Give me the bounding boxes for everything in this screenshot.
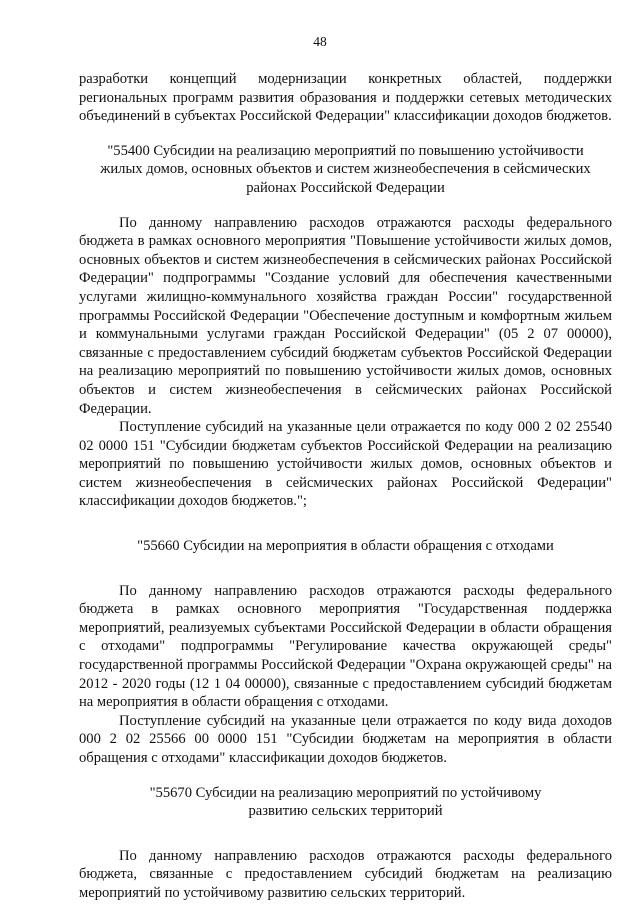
heading-line: жилых домов, основных объектов и систем жизнеобеспечения в сейсмических <box>100 161 591 178</box>
section-55400-paragraph: По данному направлению расходов отражаются расходы федерального бюджета в рамках основного мероприятия "Повышение устойчивости жилых домов, основных объектов и систем жизнеобеспечения в сейсмических районах Российской Федерации" подпрограммы "Создание условий для обеспечения качественными услугами жилищно-коммунального хозяйства граждан России" государственной программы Российской Федерации "Обеспечение доступным и комфортным жильем и коммунальными услугами граждан Российской Федерации" (05 2 07 00000), связанные с предоставлением субсидий бюджетам субъектов Российской Федерации на реализацию мероприятий по повышению устойчивости жилых домов, основных объектов и систем жизнеобеспечения в сейсмических районах Российской Федерации. <box>79 214 612 417</box>
heading-line: "55670 Субсидии на реализацию мероприятий по устойчивому <box>149 784 542 801</box>
heading-line: развитию сельских территорий <box>248 803 443 820</box>
section-55660-heading <box>79 537 612 556</box>
document-body <box>79 70 612 903</box>
heading-line: "55400 Субсидии на реализацию мероприятий по повышению устойчивости <box>107 142 584 159</box>
section-55670-paragraph: По данному направлению расходов отражаются расходы федерального бюджета, связанные с предоставлением субсидий бюджетам на реализацию мероприятий по устойчивому развитию сельских территорий. <box>79 847 612 901</box>
intro-paragraph: разработки концепций модернизации конкретных областей, поддержки региональных программ развития образования и поддержки сетевых методических объединений в субъектах Российской Федерации" классификации доходов бюджетов. <box>79 71 612 125</box>
section-55400-paragraph: Поступление субсидий на указанные цели отражается по коду 000 2 02 25540 02 0000 151 "Субсидии бюджетам субъектов Российской Федерации на реализацию мероприятий по повышению устойчивости жилых домов, основных объектов и систем жизнеобеспечения в сейсмических районах Российской Федерации" классификации доходов бюджетов."; <box>79 419 612 510</box>
section-55670-heading <box>79 784 612 821</box>
section-55400-heading <box>79 142 612 198</box>
section-55660-paragraph: Поступление субсидий на указанные цели отражается по коду вида доходов 000 2 02 25566 00 0000 151 "Субсидии бюджетам на мероприятия в области обращения с отходами" классификации доходов бюджетов. <box>79 712 612 766</box>
heading-line: "55660 Субсидии на мероприятия в области обращения с отходами <box>137 538 554 555</box>
heading-line: районах Российской Федерации <box>246 179 445 196</box>
section-55660-paragraph: По данному направлению расходов отражаются расходы федерального бюджета в рамках основного мероприятия "Государственная поддержка мероприятий, реализуемых субъектами Российской Федерации в области обращения с отходами" подпрограммы "Регулирование качества окружающей среды" государственной программы Российской Федерации "Охрана окружающей среды" на 2012 - 2020 годы (12 1 04 00000), связанные с предоставлением субсидий бюджетам на мероприятия в области обращения с отходами. <box>79 582 612 711</box>
page-number: 48 <box>313 34 327 49</box>
